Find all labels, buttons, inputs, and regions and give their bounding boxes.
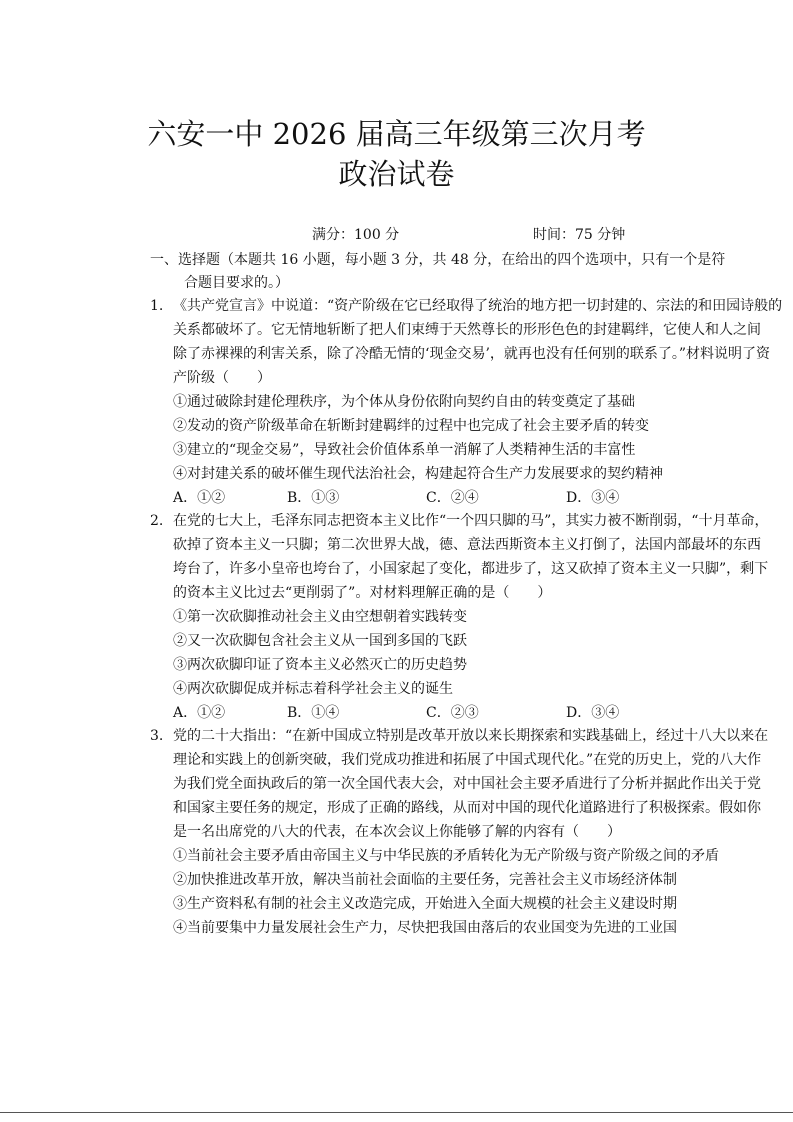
question-3-number: 3. (150, 728, 164, 744)
question-1-option: ③建立的“现金交易”，导致社会价值体系单一消解了人类精神生活的丰富性 (173, 442, 636, 458)
question-3-option: ②加快推进改革开放，解决当前社会面临的主要任务，完善社会主义市场经济体制 (173, 872, 677, 888)
section-instructions-line2: 合题目要求的。） (184, 275, 289, 291)
question-3-stem-line: 党的二十大指出：“在新中国成立特别是改革开放以来长期探索和实践基础上，经过十八大以来在 (173, 728, 769, 744)
question-1-option: ②发动的资产阶级革命在斩断封建羁绊的过程中也完成了社会主要矛盾的转变 (173, 418, 649, 434)
choice-b: B．①③ (287, 490, 340, 506)
question-2-option: ①第一次砍脚推动社会主义由空想朝着实践转变 (173, 609, 467, 625)
question-2-stem-line: 砍掉了资本主义一只脚；第二次世界大战，德、意法西斯资本主义打倒了，法国内部最坏的东西 (173, 537, 761, 553)
question-2-number: 2. (150, 513, 164, 529)
section-heading (150, 249, 793, 295)
exam-subtitle: 政治试卷 (338, 157, 455, 191)
section-instructions-line1: 一、选择题（本题共 16 小题，每小题 3 分，共 48 分，在给出的四个选项中，只有一个是符 (150, 252, 726, 268)
question-1-option: ④对封建关系的破坏催生现代法治社会，构建起符合生产力发展要求的契约精神 (173, 466, 663, 482)
question-1-stem-line: 《共产党宣言》中说道：“资产阶级在它已经取得了统治的地方把一切封建的、宗法的和田园诗般的 (173, 298, 783, 314)
page-bottom-rule (0, 1112, 793, 1113)
question-3-stem-line: 理论和实践上的创新突破，我们党成功推进和拓展了中国式现代化。”在党的历史上，党的八大作 (173, 752, 762, 768)
choice-a: A．①② (173, 705, 226, 721)
time-limit: 时间：75 分钟 (533, 227, 626, 243)
question-2-stem-line: 的资本主义比过去“更削弱了”。对材料理解正确的是（ ） (173, 585, 552, 601)
question-3-stem-line: 为我们党全面执政后的第一次全国代表大会，对中国社会主要矛盾进行了分析并据此作出关于党 (173, 776, 761, 792)
question-2-option: ④两次砍脚促成并标志着科学社会主义的诞生 (173, 681, 453, 697)
choice-c: C．②③ (426, 705, 479, 721)
choice-b: B．①④ (287, 705, 340, 721)
question-3-stem-line: 是一名出席党的八大的代表，在本次会议上你能够了解的内容有（ ） (173, 824, 621, 840)
choice-d: D．③④ (566, 705, 620, 721)
question-1-option: ①通过破除封建伦理秩序，为个体从身份依附向契约自由的转变奠定了基础 (173, 394, 635, 410)
question-2-stem-line: 垮台了，许多小皇帝也垮台了，小国家起了变化，都进步了，这又砍掉了资本主义一只脚”，剩下 (173, 561, 769, 577)
question-3-option: ④当前要集中力量发展社会生产力，尽快把我国由落后的农业国变为先进的工业国 (173, 920, 677, 936)
question-1-stem-line: 产阶级（ ） (173, 370, 271, 386)
question-1-number: 1. (150, 298, 164, 314)
choice-d: D．③④ (566, 490, 620, 506)
choice-c: C．②④ (426, 490, 479, 506)
choice-a: A．①② (173, 490, 226, 506)
question-2-stem-line: 在党的七大上，毛泽东同志把资本主义比作“一个四只脚的马”，其实力被不断削弱，“十月革命， (173, 513, 769, 529)
total-score: 满分：100 分 (312, 227, 400, 243)
exam-title: 六安一中 2026 届高三年级第三次月考 (147, 117, 646, 151)
question-2-option: ③两次砍脚印证了资本主义必然灭亡的历史趋势 (173, 657, 467, 673)
question-3-option: ①当前社会主要矛盾由帝国主义与中华民族的矛盾转化为无产阶级与资产阶级之间的矛盾 (173, 848, 719, 864)
question-3-option: ③生产资料私有制的社会主义改造完成，开始进入全面大规模的社会主义建设时期 (173, 896, 677, 912)
question-2-option: ②又一次砍脚包含社会主义从一国到多国的飞跃 (173, 633, 467, 649)
question-1-stem-line: 关系都破坏了。它无情地斩断了把人们束缚于天然尊长的形形色色的封建羁绊，它使人和人之间 (173, 322, 761, 338)
question-1-stem-line: 除了赤裸裸的利害关系，除了冷酷无情的‘现金交易’，就再也没有任何别的联系了。”材料说明了资 (173, 346, 771, 362)
question-3-stem-line: 和国家主要任务的规定，形成了正确的路线，从而对中国的现代化道路进行了积极探索。假如你 (173, 800, 761, 816)
